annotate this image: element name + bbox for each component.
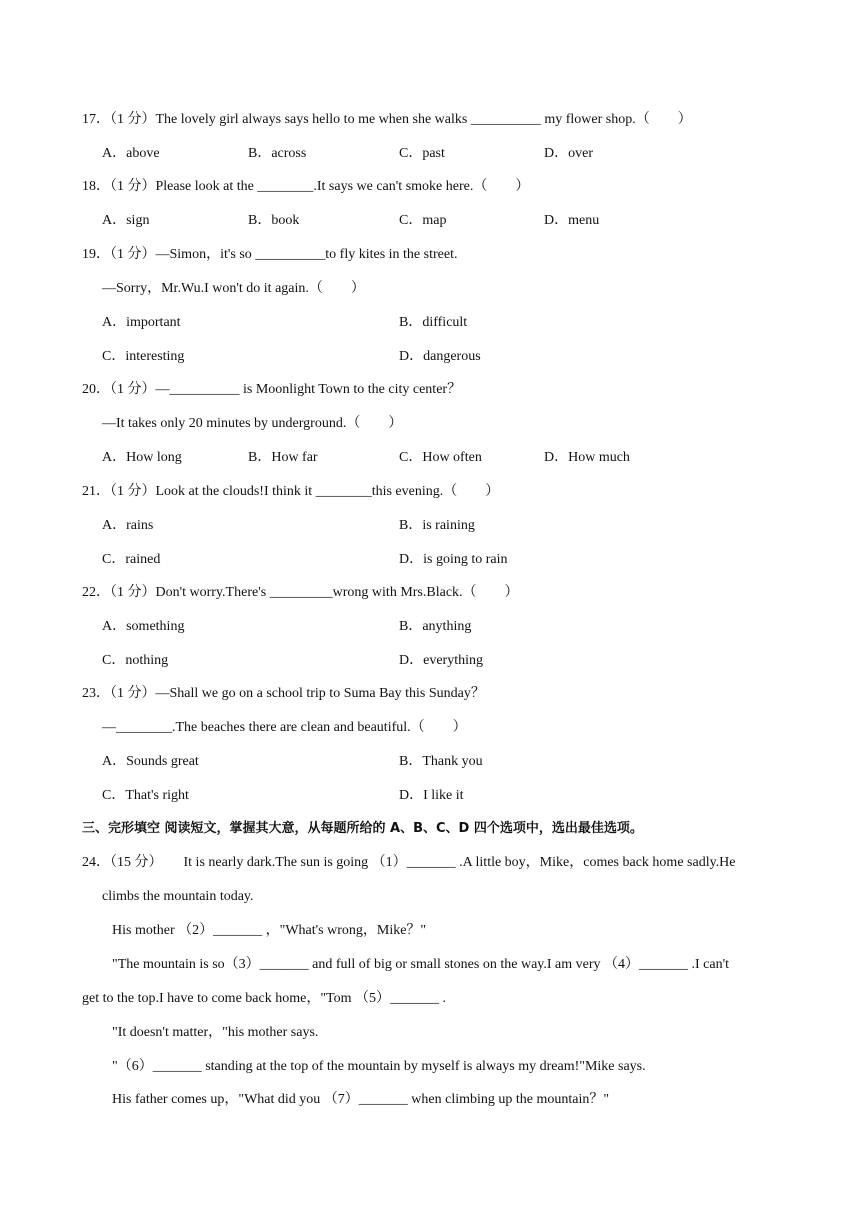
q22-option-d[interactable]: D．everything (399, 653, 483, 668)
q20-option-b[interactable]: B．How far (248, 450, 318, 465)
q22-option-c[interactable]: C．nothing (102, 653, 169, 668)
question-17-stem: 17．（1 分）The lovely girl always says hello to me when she walks __________ my flower shop.（ ） (82, 112, 692, 127)
q21-option-d[interactable]: D．is going to rain (399, 552, 508, 567)
q18-option-b[interactable]: B．book (248, 213, 300, 228)
q17-option-b[interactable]: B．across (248, 146, 307, 161)
q18-option-a[interactable]: A．sign (102, 213, 150, 228)
q22-option-b[interactable]: B．anything (399, 619, 472, 634)
question-23-stem: 23．（1 分）—Shall we go on a school trip to Suma Bay this Sunday？ (82, 686, 485, 701)
q20-option-c[interactable]: C．How often (399, 450, 482, 465)
q19-option-c[interactable]: C．interesting (102, 349, 185, 364)
question-20-dialogue: —It takes only 20 minutes by underground.（ ） (102, 416, 403, 431)
passage-line-6: "It doesn't matter，"his mother says. (112, 1025, 319, 1040)
q23-option-d[interactable]: D．I like it (399, 788, 464, 803)
passage-line-8: His father comes up，"What did you （7）_______ when climbing up the mountain？" (112, 1092, 610, 1107)
q19-option-a[interactable]: A．important (102, 315, 181, 330)
section-3-heading: 三、完形填空 阅读短文，掌握其大意，从每题所给的 A、B、C、D 四个选项中，选出最佳选项。 (82, 821, 643, 836)
question-18-stem: 18．（1 分）Please look at the ________.It says we can't smoke here.（ ） (82, 179, 530, 194)
passage-line-4: "The mountain is so（3）_______ and full of big or small stones on the way.I am very （4）_______ .I can't (112, 957, 730, 972)
q17-option-d[interactable]: D．over (544, 146, 593, 161)
passage-line-7: "（6）_______ standing at the top of the mountain by myself is always my dream!"Mike says. (112, 1059, 646, 1074)
q19-option-b[interactable]: B．difficult (399, 315, 468, 330)
q20-option-d[interactable]: D．How much (544, 450, 630, 465)
q18-option-d[interactable]: D．menu (544, 213, 600, 228)
q23-option-c[interactable]: C．That's right (102, 788, 189, 803)
q23-option-a[interactable]: A．Sounds great (102, 754, 199, 769)
q21-option-a[interactable]: A．rains (102, 518, 154, 533)
question-23-dialogue: —________.The beaches there are clean and beautiful.（ ） (102, 720, 467, 735)
q20-option-a[interactable]: A．How long (102, 450, 182, 465)
q21-option-b[interactable]: B．is raining (399, 518, 475, 533)
q21-option-c[interactable]: C．rained (102, 552, 161, 567)
passage-line-1: 24．（15 分） It is nearly dark.The sun is going （1）_______ .A little boy，Mike，comes back home sadly.He (82, 855, 736, 870)
passage-line-3: His mother （2）_______ ，"What's wrong，Mike？" (112, 923, 427, 938)
question-20-stem: 20．（1 分）—__________ is Moonlight Town to the city center？ (82, 382, 462, 397)
question-19-stem: 19．（1 分）—Simon，it's so __________to fly kites in the street. (82, 247, 458, 262)
passage-line-2: climbs the mountain today. (102, 889, 254, 904)
q19-option-d[interactable]: D．dangerous (399, 349, 481, 364)
q17-option-c[interactable]: C．past (399, 146, 445, 161)
q18-option-c[interactable]: C．map (399, 213, 447, 228)
q17-option-a[interactable]: A．above (102, 146, 160, 161)
q23-option-b[interactable]: B．Thank you (399, 754, 483, 769)
question-22-stem: 22．（1 分）Don't worry.There's _________wrong with Mrs.Black.（ ） (82, 585, 519, 600)
passage-line-5: get to the top.I have to come back home，"Tom （5）_______ . (82, 991, 446, 1006)
q22-option-a[interactable]: A．something (102, 619, 185, 634)
question-21-stem: 21．（1 分）Look at the clouds!I think it ________this evening.（ ） (82, 484, 500, 499)
question-19-dialogue: —Sorry，Mr.Wu.I won't do it again.（ ） (102, 281, 365, 296)
